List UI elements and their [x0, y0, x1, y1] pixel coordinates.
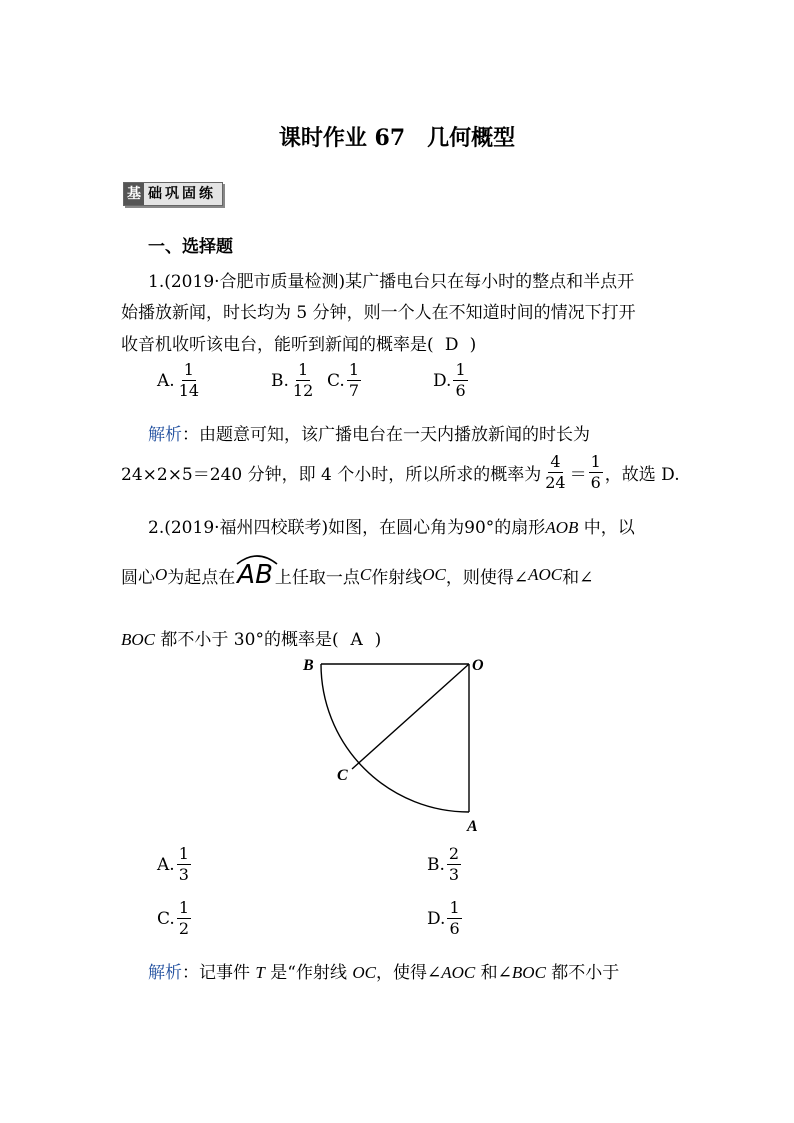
section-badge	[123, 182, 223, 206]
arc-ba	[321, 664, 469, 812]
q2-analysis-line1: 解析：记事件 T 是“作射线 OC，使得∠AOC 和∠BOC 都不小于	[148, 963, 620, 983]
q2-line2: 圆心 O 为起点在 AB 上任取一点 C 作射线 OC ，则使得∠ AOC 和∠	[121, 560, 593, 590]
section-heading: 一、选择题	[148, 237, 233, 257]
q2-option-a: A. $\frac{1}{3}$	[157, 844, 189, 884]
q1-answer: D	[444, 335, 459, 355]
q1-analysis-line2: 24×2×5＝240 分钟，即 4 个小时，所以所求的概率为 $\frac{4}{24}$ ＝ $\frac{1}{6}$ ，故选 D.	[121, 452, 680, 492]
badge-rest: 础巩固练	[148, 186, 216, 202]
q1-line1: 1.(2019·合肥市质量检测)某广播电台只在每小时的整点和半点开	[148, 272, 635, 292]
q1-line3: 收音机收听该电台，能听到新闻的概率是( D )	[121, 335, 477, 355]
label-b: B	[303, 657, 314, 674]
q1-option-b: B. $\frac{1}{12}$	[271, 360, 314, 400]
q2-option-d: D. $\frac{1}{6}$	[427, 898, 460, 938]
arc-ab-notation: AB	[235, 560, 275, 590]
ray-oc	[352, 664, 469, 769]
q2-line3: BOC 都不小于 30°的概率是( A )	[121, 630, 382, 650]
q1-line2: 始播放新闻，时长均为 5 分钟，则一个人在不知道时间的情况下打开	[121, 303, 636, 323]
q1-option-c: C. $\frac{1}{7}$	[327, 360, 359, 400]
badge-first-char: 基	[124, 183, 144, 205]
page-title: 课时作业 67 几何概型	[278, 125, 516, 151]
sector-figure	[295, 652, 495, 837]
q1-analysis-label: 解析	[148, 425, 182, 445]
label-c: C	[337, 767, 348, 784]
label-o: O	[472, 657, 484, 674]
q2-answer: A	[350, 630, 363, 650]
label-a: A	[467, 818, 478, 835]
q1-analysis-line1: 解析：由题意可知，该广播电台在一天内播放新闻的时长为	[148, 425, 590, 445]
q1-option-a: A. $\frac{1}{14}$	[157, 360, 200, 400]
q1-option-d: D. $\frac{1}{6}$	[433, 360, 466, 400]
q2-analysis-label: 解析	[148, 963, 182, 983]
q2-line1: 2.(2019·福州四校联考)如图，在圆心角为90°的扇形AOB 中，以	[148, 518, 635, 538]
q2-option-c: C. $\frac{1}{2}$	[157, 898, 189, 938]
q2-option-b: B. $\frac{2}{3}$	[427, 844, 460, 884]
